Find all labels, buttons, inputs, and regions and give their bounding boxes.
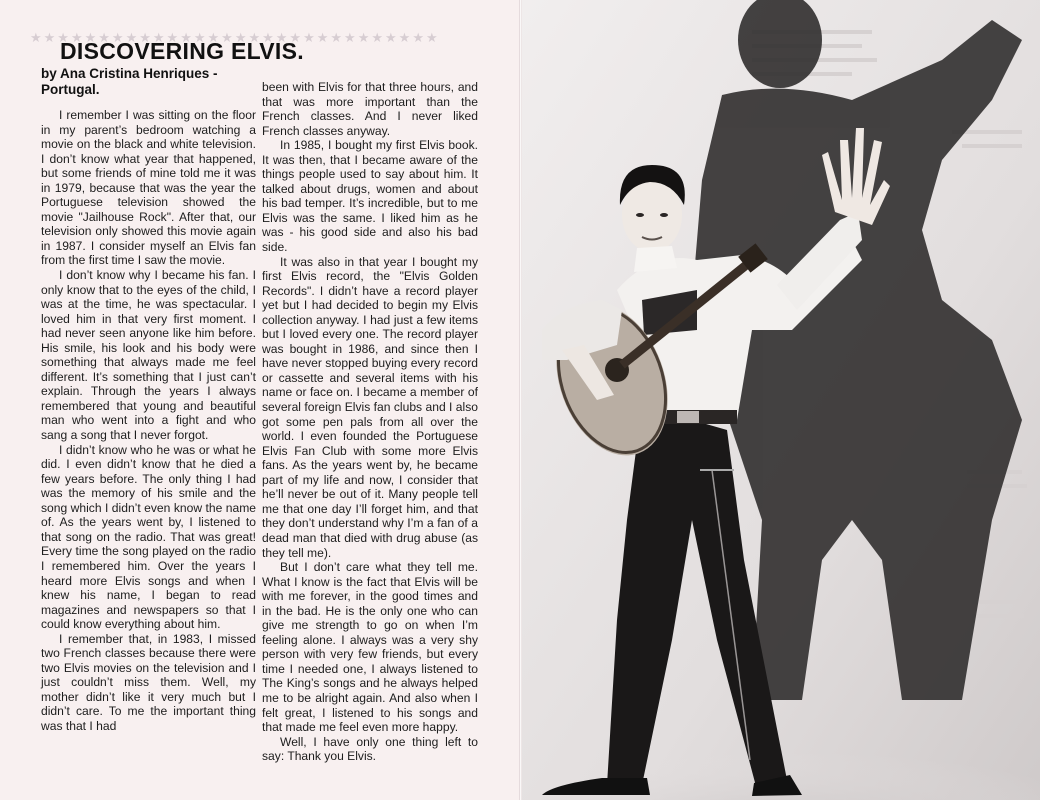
paragraph: But I don’t care what they tell me. What I know is the fact that Elvis will be with me forever, in the good times and in the bad. He is the only one who can give me strength to go on when I’m feeling alone. I always was a very shy person with very few friends, but every time I needed one, I always listened to The King’s songs and he always helped me to be alright again. And also when I felt great, I listened to his songs and that made me feel even more happy. (262, 560, 478, 735)
right-page (522, 0, 1040, 800)
article-column-1 (41, 108, 256, 734)
paragraph: I didn’t know who he was or what he did. I even didn’t know that he died a few years before. The only thing I had was the memory of his smile and the song which I didn’t even know the name of. As the years went by, I listened to that song on the radio. That was great! Every time the song played on the radio I remembered him. Over the years I heard more Elvis songs and when I knew his name, I began to read magazines and newspapers so that I could know everything about him. (41, 442, 256, 632)
paragraph: In 1985, I bought my first Elvis book. It was then, that I became aware of the things people used to say about him. It talked about drugs, women and about his bad temper. It’s incredible, but to me Elvis was the same. I liked him as he was - his good side and also his bad side. (262, 138, 478, 255)
paragraph: I remember I was sitting on the floor in my parent’s bedroom watching a movie on the black and white television. I don’t know what year that happened, but some friends of mine told me it was in 1979, because that was the year the Portuguese television showed the movie "Jailhouse Rock". After that, our television only showed this movie again in 1987. I consider myself an Elvis fan from the first time I saw the movie. (41, 108, 256, 268)
article-byline: by Ana Cristina Henriques - Portugal. (41, 66, 218, 97)
paragraph: I don’t know why I became his fan. I only know that to the eyes of the child, I was at the time, he was spectacular. I loved him in that very first moment. I had never seen anyone like him before. His smile, his look and his body were something that always made me feel different. It’s something that I just can’t explain. Through the years I always remembered that young and beautiful man who went into a fight and who sang a song that I never forgot. (41, 268, 256, 443)
elvis-photo (522, 0, 1040, 800)
article-column-2 (262, 80, 478, 764)
paragraph: I remember that, in 1983, I missed two French classes because there were two Elvis movies on the television and I just couldn’t miss them. Well, my mother didn’t like it very much but I didn’t care. To me the important thing was that I had (41, 631, 256, 733)
article-title: DISCOVERING ELVIS. (60, 38, 304, 64)
paragraph: It was also in that year I bought my first Elvis record, the "Elvis Golden Records". I didn’t have a record player yet but I had decided to begin my Elvis collection anyway. I had just a few items but I loved every one. The record player was bought in 1986, and since then I have never stopped buying every record or cassette and several items with his name or face on. I became a member of several foreign Elvis fan clubs and I also got some pen pals from all over the world. I even founded the Portuguese Elvis Fan Club with some more Elvis fans. As the years went by, he became part of my life and now, I consider that he’ll never be out of it. Many people tell me that one day I’ll forget him, and that they don’t understand why I’m a fan of a dead man that died with drug abuse (as they tell me). (262, 254, 478, 560)
paragraph: Well, I have only one thing left to say: Thank you Elvis. (262, 734, 478, 764)
decorative-stars: ★★★★★★★★★★★★★★★★★★★★★★★★★★★★★★ (30, 30, 440, 45)
paragraph: been with Elvis for that three hours, and that was more important than the French classes. And I never liked French classes anyway. (262, 80, 478, 138)
